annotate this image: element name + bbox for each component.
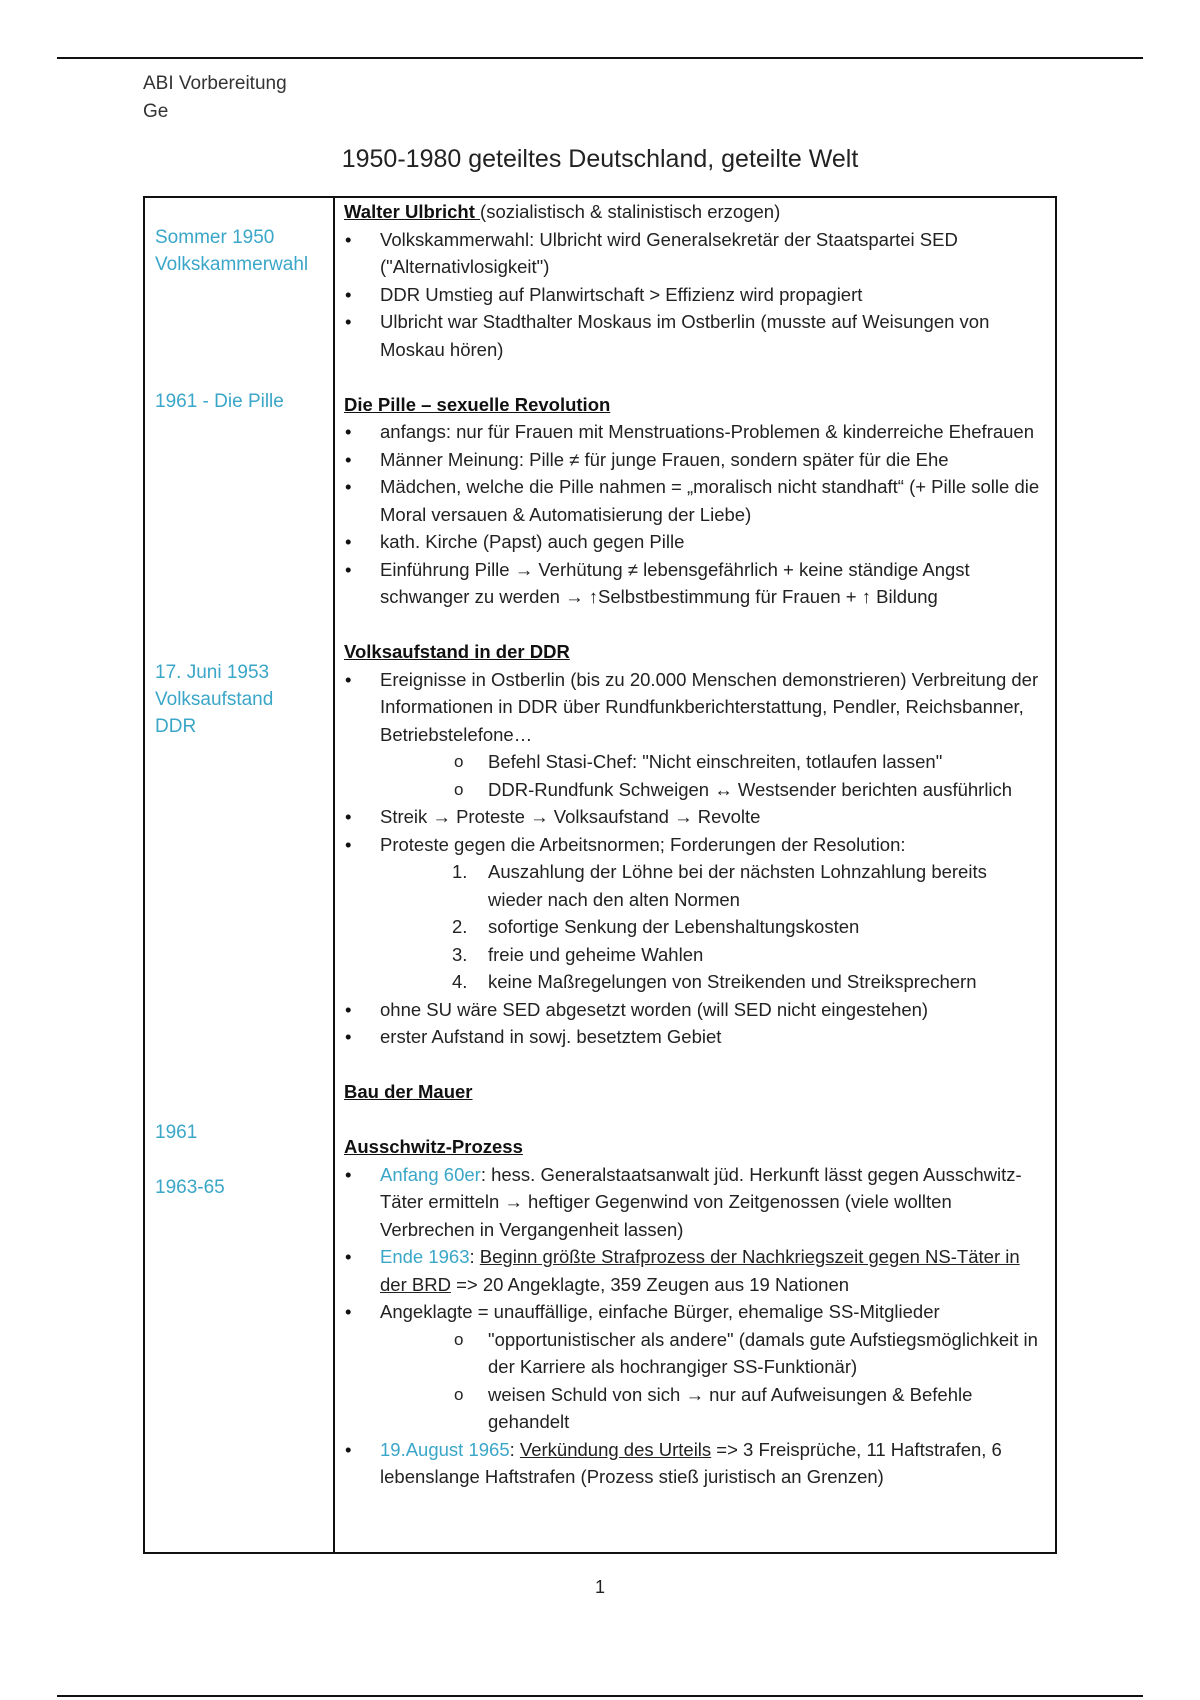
list-item	[344, 666, 1044, 804]
section-heading	[344, 198, 1044, 226]
list-item-text: => 3 Freisprüche, 11 Haftstrafen, 6 lebenslange Haftstrafen (Prozess stieß juristisch an Grenzen)	[380, 1438, 1002, 1487]
list-item: • Ulbricht war Stadthalter Moskaus im Ostberlin (musste auf Weisungen von Moskau hören)	[344, 308, 1044, 363]
date-line: 1961 - Die Pille	[155, 391, 284, 412]
numbered-item: 2. sofortige Senkung der Lebenshaltungskosten	[452, 916, 860, 937]
separator: :	[509, 1438, 520, 1460]
numbered-item-text: Auszahlung der Löhne bei der nächsten Lohnzahlung bereits wieder nach den alten Normen	[488, 861, 987, 910]
separator: :	[469, 1246, 480, 1267]
section-title: Ausschwitz-Prozess	[344, 1136, 523, 1157]
list-item	[344, 1161, 1044, 1244]
list-item-text: Ereignisse in Ostberlin (bis zu 20.000 Menschen demonstrieren) Verbreitung der Informationen in DDR über Rundfunkberichterstattung, Pendler, Reichsbanner, Betriebstelefone…	[380, 668, 1039, 745]
numbered-item: 1. Auszahlung der Löhne bei der nächsten Lohnzahlung bereits wieder nach den alten Normen	[452, 861, 987, 910]
date-1963-65	[155, 1174, 225, 1201]
date-line: 17. Juni 1953	[155, 662, 270, 683]
bottom-rule	[57, 1695, 1143, 1697]
date-line: DDR	[155, 716, 197, 737]
underlined-text: Verkündung des Urteils	[519, 1438, 712, 1460]
sub-list-item: o "opportunistischer als andere" (damals gute Aufstiegsmöglichkeit in der Karriere als hochrangiger SS-Funktionär)	[452, 1326, 1044, 1381]
section-ausschwitz	[344, 1133, 1044, 1491]
section-title: Walter Ulbricht	[344, 201, 481, 222]
list-item: • ohne SU wäre SED abgesetzt worden (will SED nicht eingestehen)	[344, 996, 1044, 1024]
section-volksaufstand	[344, 638, 1044, 1051]
list-item-text: : hess. Generalstaatsanwalt jüd. Herkunft lässt gegen Ausschwitz-Täter ermitteln → heftiger Gegenwind von Zeitgenossen (viele wollten Verbrechen in Vergangenheit lassen)	[380, 1163, 1022, 1240]
document-header	[143, 70, 287, 126]
header-line-1: ABI Vorbereitung	[143, 73, 287, 94]
date-17-juni-1953	[155, 659, 273, 740]
date-1961-pille	[155, 388, 284, 415]
column-divider	[333, 198, 335, 1552]
content-column	[344, 198, 1044, 1491]
list-item: • DDR Umstieg auf Planwirtschaft > Effizienz wird propagiert	[344, 281, 1044, 309]
list-item	[344, 1243, 1044, 1298]
list-item-text: Proteste gegen die Arbeitsnormen; Forderungen der Resolution:	[380, 833, 906, 855]
section-ulbricht	[344, 198, 1044, 363]
list-item	[344, 1436, 1044, 1491]
list-item: • anfangs: nur für Frauen mit Menstruations-Problemen & kinderreiche Ehefrauen	[344, 418, 1044, 446]
list-item: • Volkskammerwahl: Ulbricht wird Generalsekretär der Staatspartei SED ("Alternativlosigkeit")	[344, 226, 1044, 281]
header-line-2: Ge	[143, 101, 169, 122]
date-highlight: Anfang 60er	[380, 1163, 481, 1185]
list-item-text: Angeklagte = unauffällige, einfache Bürger, ehemalige SS-Mitglieder	[380, 1301, 940, 1322]
date-line: 1963-65	[155, 1177, 225, 1198]
page-number: 1	[594, 1577, 605, 1597]
section-subtitle: (sozialistisch & stalinistisch erzogen)	[480, 201, 781, 222]
date-highlight: 19.August 1965	[380, 1438, 510, 1460]
date-line: Sommer 1950	[155, 227, 275, 248]
section-mauer	[344, 1078, 1044, 1106]
list-item-text: => 20 Angeklagte, 359 Zeugen aus 19 Nationen	[450, 1273, 850, 1295]
numbered-item-text: freie und geheime Wahlen	[488, 943, 704, 965]
numbered-item: 3. freie und geheime Wahlen	[452, 943, 704, 965]
notes-table	[143, 196, 1057, 1554]
section-title: Die Pille – sexuelle Revolution	[344, 393, 611, 415]
date-1961	[155, 1119, 197, 1146]
list-item: • Einführung Pille → Verhütung ≠ lebensgefährlich + keine ständige Angst schwanger zu werden → ↑Selbstbestimmung für Frauen + ↑ Bildung	[344, 556, 1044, 611]
sub-list-item: o DDR-Rundfunk Schweigen ↔ Westsender berichten ausführlich	[452, 776, 1044, 804]
list-item: • erster Aufstand in sowj. besetztem Gebiet	[344, 1023, 1044, 1051]
list-item: • Streik → Proteste → Volksaufstand → Revolte	[344, 803, 1044, 831]
numbered-item-text: keine Maßregelungen von Streikenden und Streiksprechern	[488, 971, 977, 992]
underlined-text: Beginn größte Strafprozess der Nachkriegszeit gegen NS-Täter in der BRD	[380, 1246, 1020, 1295]
sub-list-item: o Befehl Stasi-Chef: "Nicht einschreiten, totlaufen lassen"	[452, 748, 1044, 776]
section-title: Volksaufstand in der DDR	[344, 641, 570, 662]
section-title: Bau der Mauer	[344, 1081, 473, 1102]
section-pille	[344, 391, 1044, 611]
date-line: 1961	[155, 1122, 198, 1143]
numbered-item-text: sofortige Senkung der Lebenshaltungskosten	[488, 916, 860, 937]
page-title: 1950-1980 geteiltes Deutschland, geteilte Welt	[341, 145, 859, 173]
list-item: • kath. Kirche (Papst) auch gegen Pille	[344, 528, 1044, 556]
list-item: • Männer Meinung: Pille ≠ für junge Frauen, sondern später für die Ehe	[344, 446, 1044, 474]
sub-list-item: o weisen Schuld von sich → nur auf Aufweisungen & Befehle gehandelt	[452, 1381, 1044, 1436]
date-line: Volkskammerwahl	[155, 254, 309, 275]
list-item	[344, 1298, 1044, 1436]
top-rule	[57, 57, 1143, 59]
numbered-item: 4. keine Maßregelungen von Streikenden und Streiksprechern	[452, 971, 977, 992]
list-item: • Mädchen, welche die Pille nahmen = „moralisch nicht standhaft“ (+ Pille solle die Moral versauen & Automatisierung der Liebe)	[344, 473, 1044, 528]
date-sommer-1950	[155, 224, 308, 278]
date-highlight: Ende 1963	[380, 1246, 470, 1267]
list-item	[344, 831, 1044, 996]
date-line: Volksaufstand	[155, 689, 274, 710]
